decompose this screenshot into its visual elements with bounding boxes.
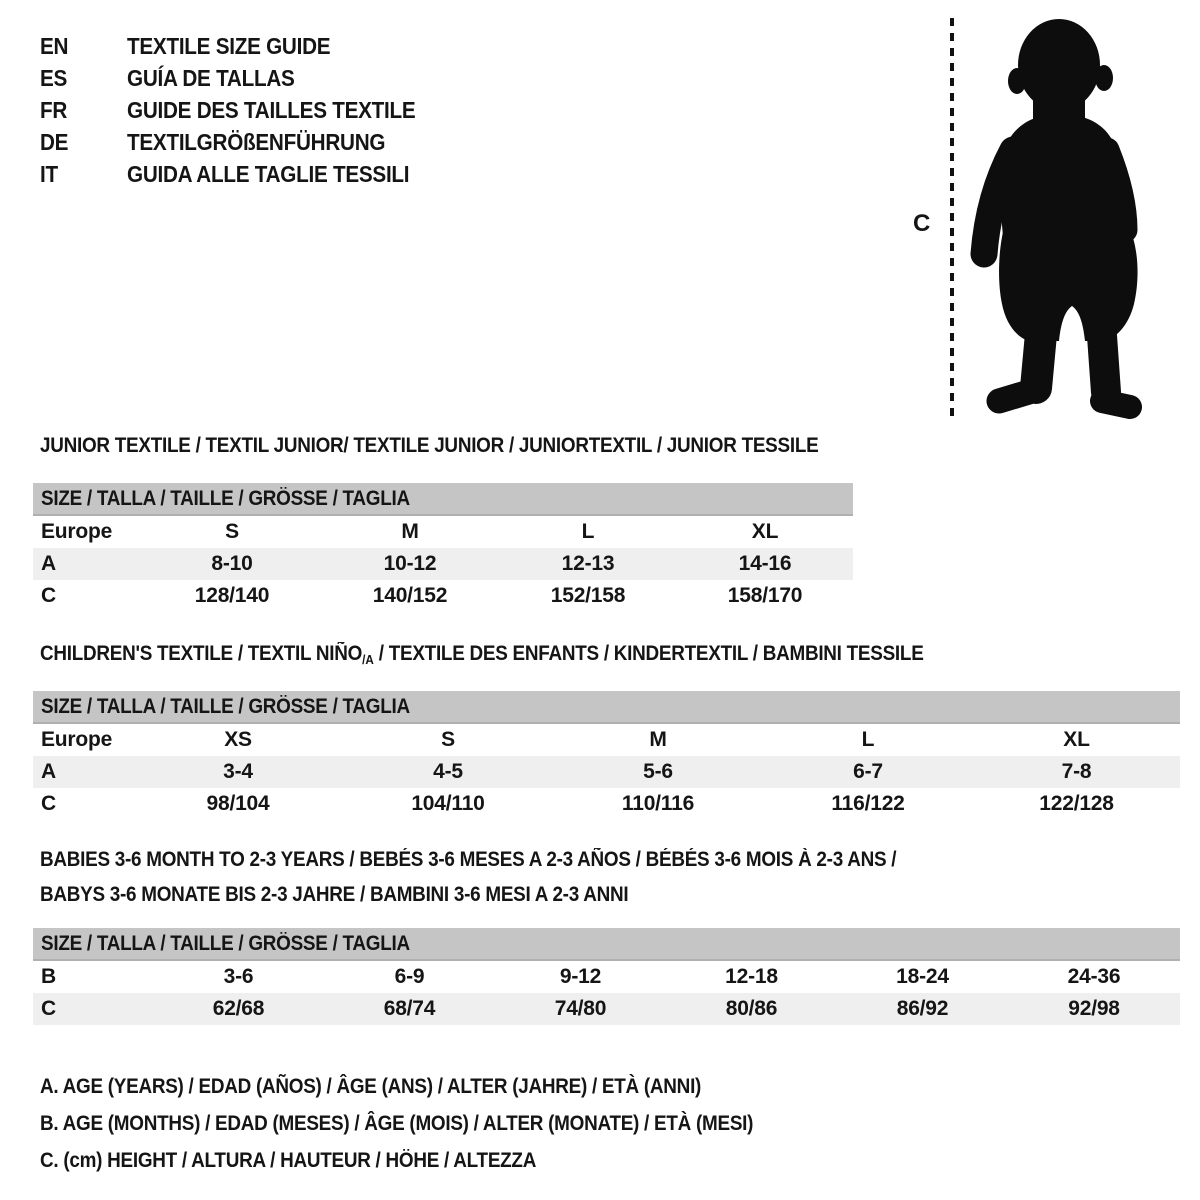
lang-row-fr	[40, 94, 448, 126]
cell: 86/92	[837, 993, 1008, 1025]
baby-silhouette	[984, 19, 1138, 407]
cell: 80/86	[666, 993, 837, 1025]
cell: 7-8	[973, 756, 1180, 788]
legend-note-a-text: A. AGE (YEARS) / EDAD (AÑOS) / ÂGE (ANS) / ALTER (JAHRE) / ETÀ (ANNI)	[40, 1075, 702, 1098]
row-label: B	[41, 965, 56, 988]
lang-code: IT	[40, 161, 58, 187]
cell: 9-12	[559, 965, 602, 988]
legend-note-c-text: C. (cm) HEIGHT / ALTURA / HAUTEUR / HÖHE / ALTEZZA	[40, 1149, 537, 1172]
cell: 62/68	[153, 993, 324, 1025]
cell: 74/80	[495, 993, 666, 1025]
cell: M	[649, 728, 667, 751]
table-row-height	[33, 580, 853, 612]
cell: 14-16	[677, 548, 853, 580]
size-header-text: SIZE / TALLA / TAILLE / GRÖSSE / TAGLIA	[41, 931, 410, 955]
lang-title: TEXTILGRÖßENFÜHRUNG	[127, 129, 386, 155]
children-size-table	[33, 691, 1180, 820]
cell: 158/170	[727, 584, 803, 607]
row-label: C	[33, 993, 153, 1025]
cell: 3-4	[133, 756, 343, 788]
lang-code: DE	[40, 129, 69, 155]
lang-code: EN	[40, 33, 69, 59]
row-label: Europe	[41, 520, 113, 543]
cell: XL	[751, 520, 779, 543]
table-header-bar	[33, 691, 1180, 723]
cell: 68/74	[324, 993, 495, 1025]
row-label: A	[33, 756, 133, 788]
legend-note-a	[40, 1068, 832, 1105]
row-label: C	[41, 792, 56, 815]
lang-title: GUIDA ALLE TAGLIE TESSILI	[127, 161, 410, 187]
measure-legend	[40, 1068, 832, 1179]
table-row-age	[33, 548, 853, 580]
legend-note-b	[40, 1105, 832, 1142]
row-label: C	[41, 584, 56, 607]
babies-size-table	[33, 928, 1180, 1025]
junior-heading-text: JUNIOR TEXTILE / TEXTIL JUNIOR/ TEXTILE JUNIOR / JUNIORTEXTIL / JUNIOR TESSILE	[40, 434, 819, 457]
lang-title: GUÍA DE TALLAS	[127, 65, 295, 91]
lang-title: GUIDE DES TAILLES TEXTILE	[127, 97, 416, 123]
cell: 104/110	[411, 792, 485, 815]
cell: 4-5	[343, 756, 553, 788]
cell: 6-9	[394, 965, 425, 988]
table-row-months	[33, 960, 1180, 993]
table-row-europe	[33, 723, 1180, 756]
cell: 18-24	[896, 965, 949, 988]
table-row-age	[33, 756, 1180, 788]
cell: 12-18	[725, 965, 778, 988]
cell: 116/122	[831, 792, 905, 815]
size-header-cell	[33, 483, 853, 515]
row-label: A	[33, 548, 143, 580]
cell: S	[441, 728, 455, 751]
lang-title: TEXTILE SIZE GUIDE	[127, 33, 331, 59]
children-heading-text	[40, 642, 924, 668]
cell: 140/152	[372, 584, 448, 607]
legend-note-b-text: B. AGE (MONTHS) / EDAD (MESES) / ÂGE (MOIS) / ALTER (MONATE) / ETÀ (MESI)	[40, 1112, 754, 1135]
row-label: Europe	[41, 728, 113, 751]
lang-code: FR	[40, 97, 68, 123]
junior-section-heading	[40, 434, 905, 458]
babies-section-heading	[40, 842, 991, 912]
size-header-cell	[33, 691, 1180, 723]
size-header-text: SIZE / TALLA / TAILLE / GRÖSSE / TAGLIA	[41, 486, 410, 510]
babies-heading-line1: BABIES 3-6 MONTH TO 2-3 YEARS / BEBÉS 3-6 MESES A 2-3 AÑOS / BÉBÉS 3-6 MOIS À 2-3 ANS /	[40, 848, 897, 871]
lang-row-it	[40, 158, 448, 190]
cell: 8-10	[143, 548, 321, 580]
table-row-height	[33, 993, 1180, 1025]
lang-row-de	[40, 126, 448, 158]
cell: 110/116	[621, 792, 695, 815]
language-title-list	[40, 30, 448, 190]
cell: M	[401, 520, 419, 543]
cell: 128/140	[194, 584, 270, 607]
lang-code: ES	[40, 65, 68, 91]
junior-size-table	[33, 483, 853, 612]
table-header-bar	[33, 928, 1180, 960]
table-row-height	[33, 788, 1180, 820]
legend-note-c	[40, 1142, 832, 1179]
height-measure-figure	[905, 14, 1145, 420]
children-heading-post: / TEXTILE DES ENFANTS / KINDERTEXTIL / BAMBINI TESSILE	[373, 642, 924, 665]
cell: 3-6	[223, 965, 254, 988]
cell: 92/98	[1008, 993, 1180, 1025]
table-header-bar	[33, 483, 853, 515]
cell: XS	[224, 728, 252, 751]
size-header-text: SIZE / TALLA / TAILLE / GRÖSSE / TAGLIA	[41, 694, 410, 718]
cell: 98/104	[206, 792, 270, 815]
lang-row-en	[40, 30, 448, 62]
cell: 10-12	[321, 548, 499, 580]
cell: 5-6	[553, 756, 763, 788]
size-header-cell	[33, 928, 1180, 960]
children-heading-sub: /A	[362, 652, 374, 667]
children-heading-pre: CHILDREN'S TEXTILE / TEXTIL NIÑO	[40, 642, 363, 665]
cell: 122/128	[1039, 792, 1114, 815]
lang-row-es	[40, 62, 448, 94]
cell: L	[861, 728, 875, 751]
cell: 6-7	[763, 756, 973, 788]
table-row-europe	[33, 515, 853, 548]
cell: XL	[1063, 728, 1090, 751]
height-measure-label: C	[913, 210, 931, 237]
cell: 24-36	[1067, 965, 1121, 988]
cell: 152/158	[550, 584, 626, 607]
children-section-heading	[40, 642, 1022, 668]
cell: L	[581, 520, 595, 543]
babies-heading-line2: BABYS 3-6 MONATE BIS 2-3 JAHRE / BAMBINI 3-6 MESI A 2-3 ANNI	[40, 883, 629, 906]
cell: 12-13	[499, 548, 677, 580]
cell: S	[225, 520, 239, 543]
